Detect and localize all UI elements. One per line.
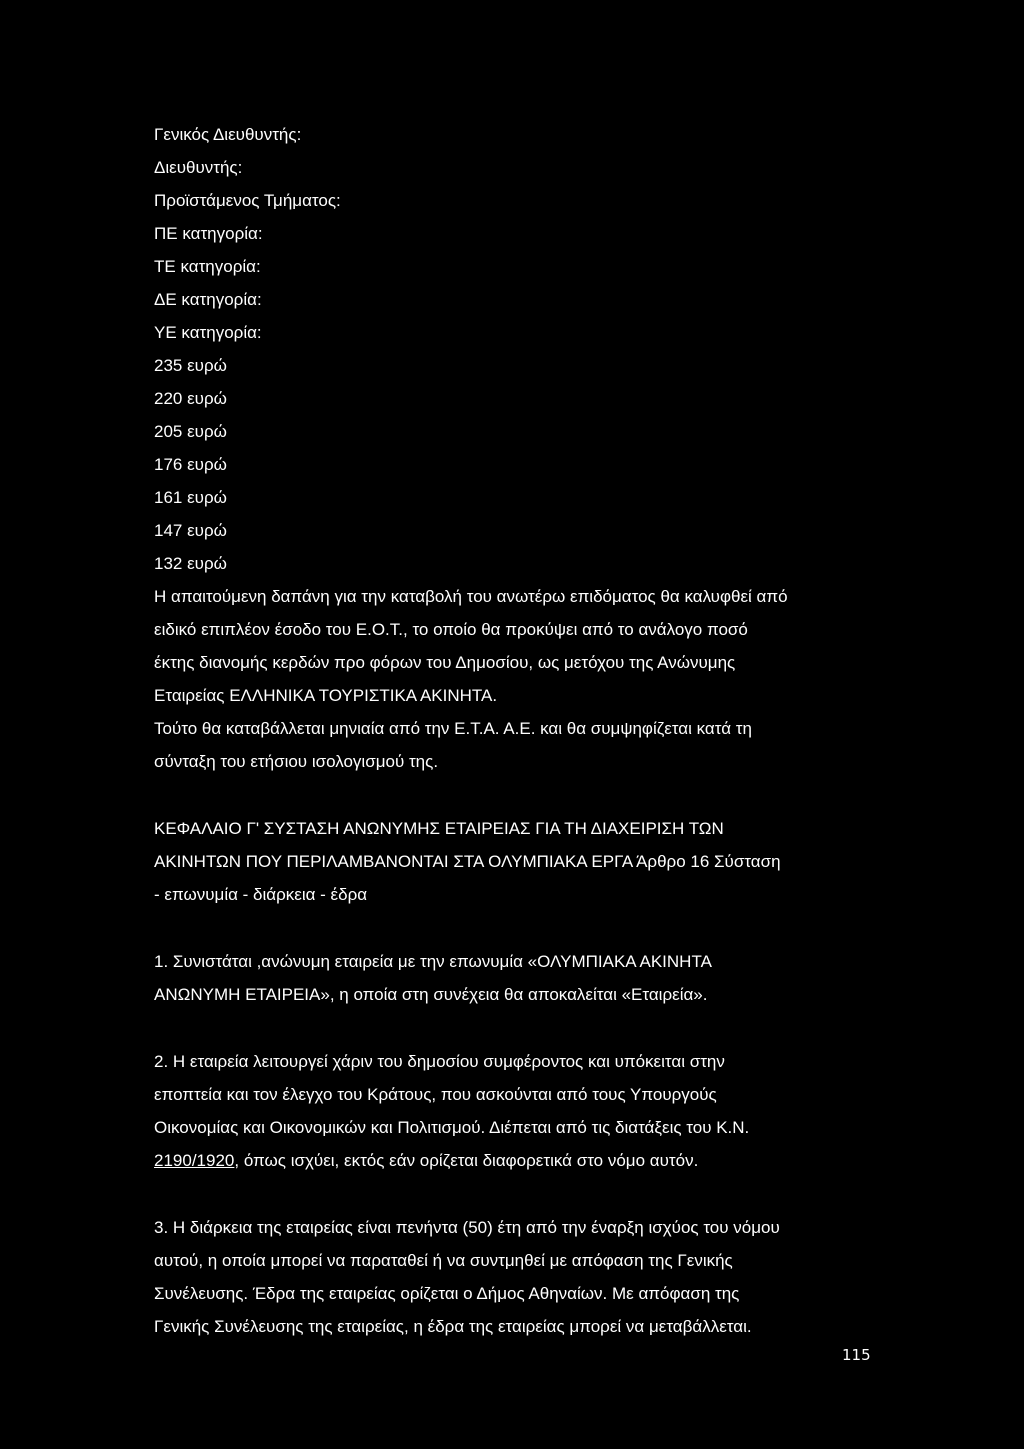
allowance-amounts xyxy=(154,349,874,580)
law-reference-rest: , όπως ισχύει, εκτός εάν ορίζεται διαφορετικά στο νόμο αυτόν. xyxy=(234,1151,699,1170)
paragraph-line: αυτού, η οποία μπορεί να παραταθεί ή να συντμηθεί με απόφαση της Γενικής xyxy=(154,1251,733,1270)
label-ye-category: ΥΕ κατηγορία: xyxy=(154,323,262,342)
law-reference-link[interactable]: 2190/1920 xyxy=(154,1151,235,1170)
paragraph-line xyxy=(154,1144,874,1177)
spacer xyxy=(154,1011,874,1045)
amount-de-category: 147 ευρώ xyxy=(154,521,227,540)
amount-ye-category: 132 ευρώ xyxy=(154,554,227,573)
label-department-head: Προϊστάμενος Τμήματος: xyxy=(154,191,341,210)
heading-line: - επωνυμία - διάρκεια - έδρα xyxy=(154,885,368,904)
paragraph-line: Συνέλευσης. Έδρα της εταιρείας ορίζεται ο Δήμος Αθηναίων. Με απόφαση της xyxy=(154,1284,740,1303)
label-de-category: ΔΕ κατηγορία: xyxy=(154,290,262,309)
document-page xyxy=(154,118,874,1343)
label-general-director: Γενικός Διευθυντής: xyxy=(154,125,302,144)
allowance-labels xyxy=(154,118,874,349)
paragraph-line: έκτης διανομής κερδών προ φόρων του Δημοσίου, ως μετόχου της Ανώνυμης xyxy=(154,653,736,672)
spacer xyxy=(154,778,874,812)
paragraph-line: ειδικό επιπλέον έσοδο του Ε.Ο.Τ., το οποίο θα προκύψει από το ανάλογο ποσό xyxy=(154,620,748,639)
paragraph-line: σύνταξη του ετήσιου ισολογισμού της. xyxy=(154,752,439,771)
paragraph-line: Τούτο θα καταβάλλεται μηνιαία από την Ε.Τ.Α. Α.Ε. και θα συμψηφίζεται κατά τη xyxy=(154,719,752,738)
paragraph-line: 2. Η εταιρεία λειτουργεί χάριν του δημοσίου συμφέροντος και υπόκειται στην xyxy=(154,1052,725,1071)
payment-paragraph xyxy=(154,712,874,778)
paragraph-line: Οικονομίας και Οικονομικών και Πολιτισμού. Διέπεται από τις διατάξεις του Κ.Ν. xyxy=(154,1118,750,1137)
heading-line: ΚΕΦΑΛΑΙΟ Γ' ΣΥΣΤΑΣΗ ΑΝΩΝΥΜΗΣ ΕΤΑΙΡΕΙΑΣ ΓΙΑ ΤΗ ΔΙΑΧΕΙΡΙΣΗ ΤΩΝ xyxy=(154,819,724,838)
spacer xyxy=(154,911,874,945)
page-number: 115 xyxy=(842,1346,871,1364)
label-pe-category: ΠΕ κατηγορία: xyxy=(154,224,263,243)
paragraph-line: Γενικής Συνέλευσης της εταιρείας, η έδρα της εταιρείας μπορεί να μεταβάλλεται. xyxy=(154,1317,752,1336)
amount-director: 220 ευρώ xyxy=(154,389,227,408)
label-director: Διευθυντής: xyxy=(154,158,243,177)
article-item-2 xyxy=(154,1045,874,1177)
chapter-heading xyxy=(154,812,874,911)
amount-general-director: 235 ευρώ xyxy=(154,356,227,375)
heading-line: ΑΚΙΝΗΤΩΝ ΠΟΥ ΠΕΡΙΛΑΜΒΑΝΟΝΤΑΙ ΣΤΑ ΟΛΥΜΠΙΑΚΑ ΕΡΓΑ Άρθρο 16 Σύσταση xyxy=(154,852,781,871)
paragraph-line: Εταιρείας ΕΛΛΗΝΙΚΑ ΤΟΥΡΙΣΤΙΚΑ ΑΚΙΝΗΤΑ. xyxy=(154,686,498,705)
article-item-3 xyxy=(154,1211,874,1343)
article-item-1 xyxy=(154,945,874,1011)
amount-department-head: 205 ευρώ xyxy=(154,422,227,441)
paragraph-line: Η απαιτούμενη δαπάνη για την καταβολή του ανωτέρω επιδόματος θα καλυφθεί από xyxy=(154,587,788,606)
paragraph-line: 3. Η διάρκεια της εταιρείας είναι πενήντα (50) έτη από την έναρξη ισχύος του νόμου xyxy=(154,1218,780,1237)
amount-te-category: 161 ευρώ xyxy=(154,488,227,507)
paragraph-line: 1. Συνιστάται ,ανώνυμη εταιρεία με την επωνυμία «ΟΛΥΜΠΙΑΚΑ ΑΚΙΝΗΤΑ xyxy=(154,952,712,971)
expense-paragraph xyxy=(154,580,874,712)
spacer xyxy=(154,1177,874,1211)
paragraph-line: εποπτεία και τον έλεγχο του Κράτους, που ασκούνται από τους Υπουργούς xyxy=(154,1085,717,1104)
amount-pe-category: 176 ευρώ xyxy=(154,455,227,474)
label-te-category: ΤΕ κατηγορία: xyxy=(154,257,261,276)
paragraph-line: ΑΝΩΝΥΜΗ ΕΤΑΙΡΕΙΑ», η οποία στη συνέχεια θα αποκαλείται «Εταιρεία». xyxy=(154,985,708,1004)
